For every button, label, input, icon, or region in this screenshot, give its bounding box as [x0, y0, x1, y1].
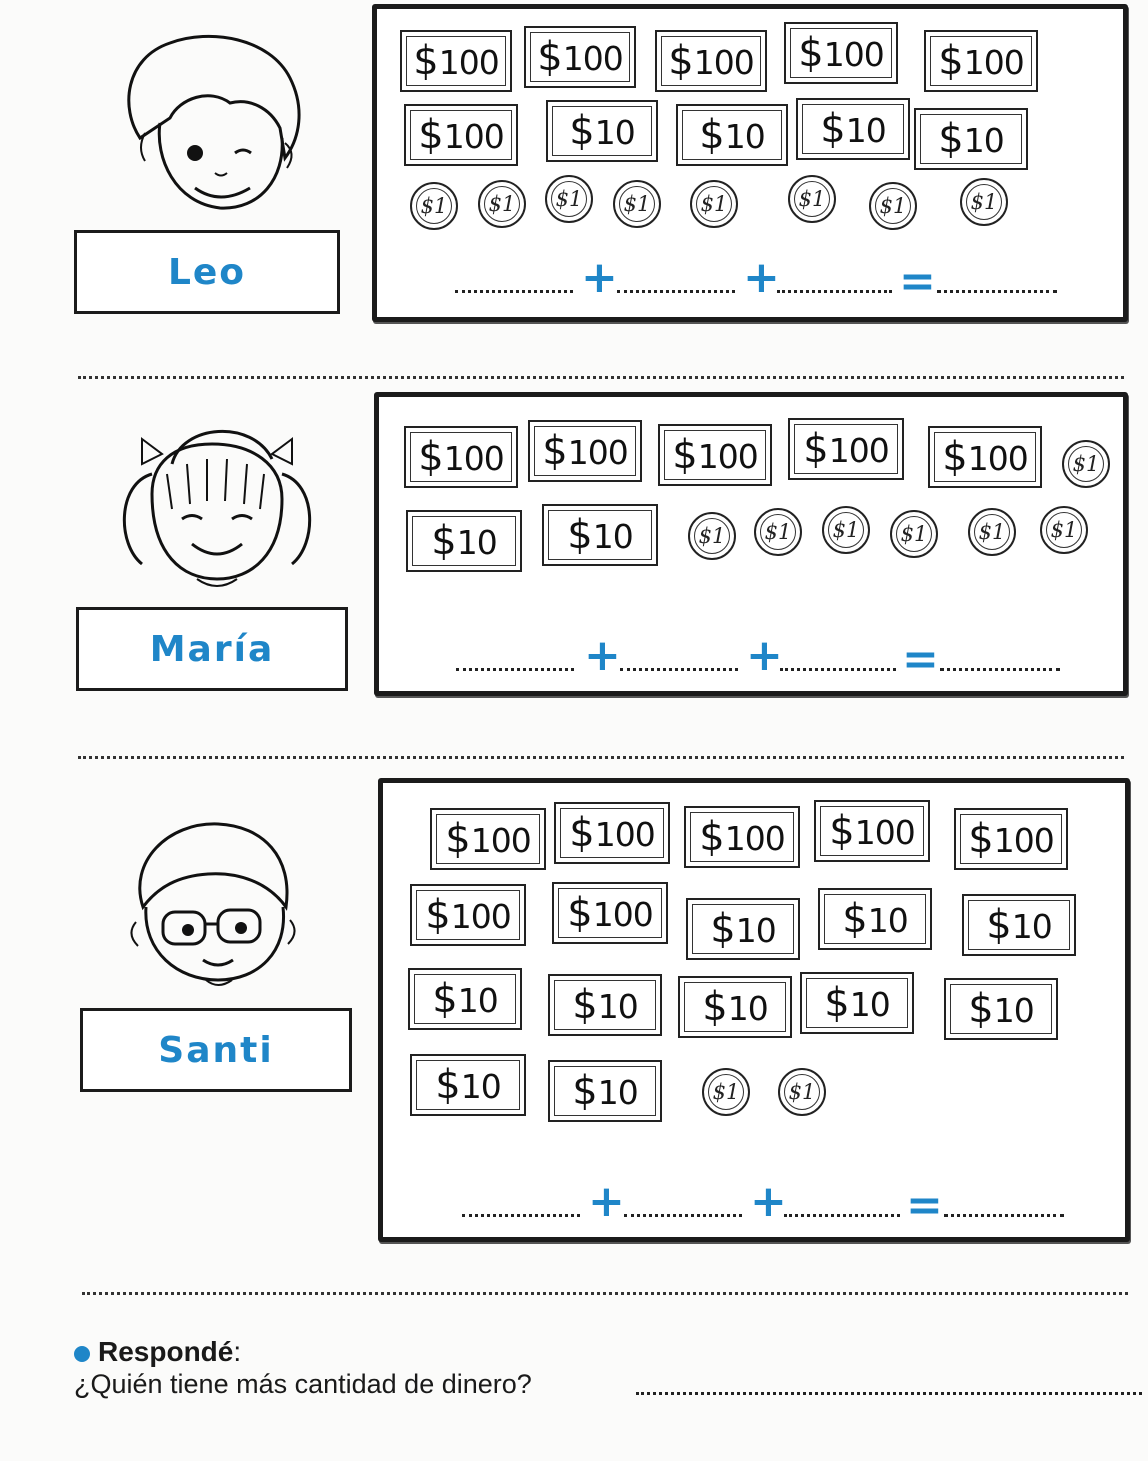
- coin-1: $1: [754, 508, 802, 556]
- answer-blank[interactable]: [455, 290, 573, 293]
- answer-blank[interactable]: [617, 290, 735, 293]
- boy-with-glasses-face-illustration: [118, 812, 308, 992]
- answer-blank[interactable]: [940, 668, 1060, 671]
- boy-face-illustration: [100, 28, 320, 218]
- bill-10: $10: [678, 976, 792, 1038]
- coin-1: $1: [1062, 440, 1110, 488]
- answer-blank[interactable]: [462, 1214, 580, 1217]
- bill-10: $10: [548, 1060, 662, 1122]
- coin-1: $1: [778, 1068, 826, 1116]
- plus-sign: +: [746, 630, 783, 681]
- coin-1: $1: [478, 180, 526, 228]
- bill-100: $100: [954, 808, 1068, 870]
- girl-face-illustration: [112, 404, 322, 599]
- bill-10: $10: [962, 894, 1076, 956]
- bill-100: $100: [784, 22, 898, 84]
- coin-1: $1: [545, 175, 593, 223]
- bill-100: $100: [404, 104, 518, 166]
- bill-100: $100: [788, 418, 904, 480]
- bill-100: $100: [410, 884, 526, 946]
- sum-row-leo: [455, 252, 1065, 307]
- bill-100: $100: [924, 30, 1038, 92]
- coin-1: $1: [613, 180, 661, 228]
- student-name-maria: María: [76, 607, 348, 691]
- bill-10: $10: [914, 108, 1028, 170]
- question-heading-suffix: :: [233, 1336, 242, 1367]
- bill-10: $10: [410, 1054, 526, 1116]
- bill-10: $10: [548, 974, 662, 1036]
- section-separator: [82, 1292, 1128, 1295]
- coin-1: $1: [702, 1068, 750, 1116]
- bill-10: $10: [546, 100, 658, 162]
- coin-1: $1: [410, 182, 458, 230]
- bill-10: $10: [676, 104, 788, 166]
- equals-sign: =: [902, 634, 939, 685]
- bill-100: $100: [430, 808, 546, 870]
- section-separator: [78, 376, 1124, 379]
- bill-10: $10: [944, 978, 1058, 1040]
- plus-sign: +: [588, 1176, 625, 1227]
- bill-10: $10: [686, 898, 800, 960]
- bill-100: $100: [400, 30, 512, 92]
- bill-100: $100: [552, 882, 668, 944]
- plus-sign: +: [750, 1176, 787, 1227]
- bill-10: $10: [542, 504, 658, 566]
- coin-1: $1: [788, 175, 836, 223]
- coin-1: $1: [822, 506, 870, 554]
- answer-blank[interactable]: [777, 290, 892, 293]
- bill-100: $100: [554, 802, 670, 864]
- plus-sign: +: [743, 252, 780, 303]
- question-heading: [74, 1336, 241, 1368]
- bill-100: $100: [524, 26, 636, 88]
- answer-blank[interactable]: [620, 668, 738, 671]
- bill-10: $10: [796, 98, 910, 160]
- bill-100: $100: [928, 426, 1042, 488]
- bill-10: $10: [408, 968, 522, 1030]
- coin-1: $1: [690, 180, 738, 228]
- sum-row-santi: [462, 1176, 1072, 1231]
- coin-1: $1: [688, 512, 736, 560]
- bill-100: $100: [814, 800, 930, 862]
- section-separator: [78, 756, 1124, 759]
- coin-1: $1: [968, 508, 1016, 556]
- answer-blank[interactable]: [944, 1214, 1064, 1217]
- answer-blank[interactable]: [784, 1214, 900, 1217]
- bill-100: $100: [658, 424, 772, 486]
- coin-1: $1: [890, 510, 938, 558]
- bill-10: $10: [818, 888, 932, 950]
- bill-100: $100: [655, 30, 767, 92]
- coin-1: $1: [1040, 506, 1088, 554]
- sum-row-maria: [456, 630, 1066, 685]
- coin-1: $1: [869, 182, 917, 230]
- student-name-santi: Santi: [80, 1008, 352, 1092]
- answer-blank[interactable]: [624, 1214, 742, 1217]
- bill-100: $100: [528, 420, 642, 482]
- answer-blank[interactable]: [456, 668, 574, 671]
- plus-sign: +: [584, 630, 621, 681]
- question-text: ¿Quién tiene más cantidad de dinero?: [74, 1369, 532, 1399]
- coin-1: $1: [960, 178, 1008, 226]
- equals-sign: =: [899, 256, 936, 307]
- plus-sign: +: [581, 252, 618, 303]
- equals-sign: =: [906, 1180, 943, 1231]
- bill-10: $10: [406, 510, 522, 572]
- student-name-leo: Leo: [74, 230, 340, 314]
- bullet-icon: [74, 1346, 90, 1362]
- bill-10: $10: [800, 972, 914, 1034]
- answer-blank[interactable]: [780, 668, 896, 671]
- answer-blank[interactable]: [937, 290, 1057, 293]
- question-heading-label: Respondé: [98, 1336, 234, 1367]
- bill-100: $100: [404, 426, 518, 488]
- answer-line[interactable]: [636, 1392, 1142, 1395]
- bill-100: $100: [684, 806, 800, 868]
